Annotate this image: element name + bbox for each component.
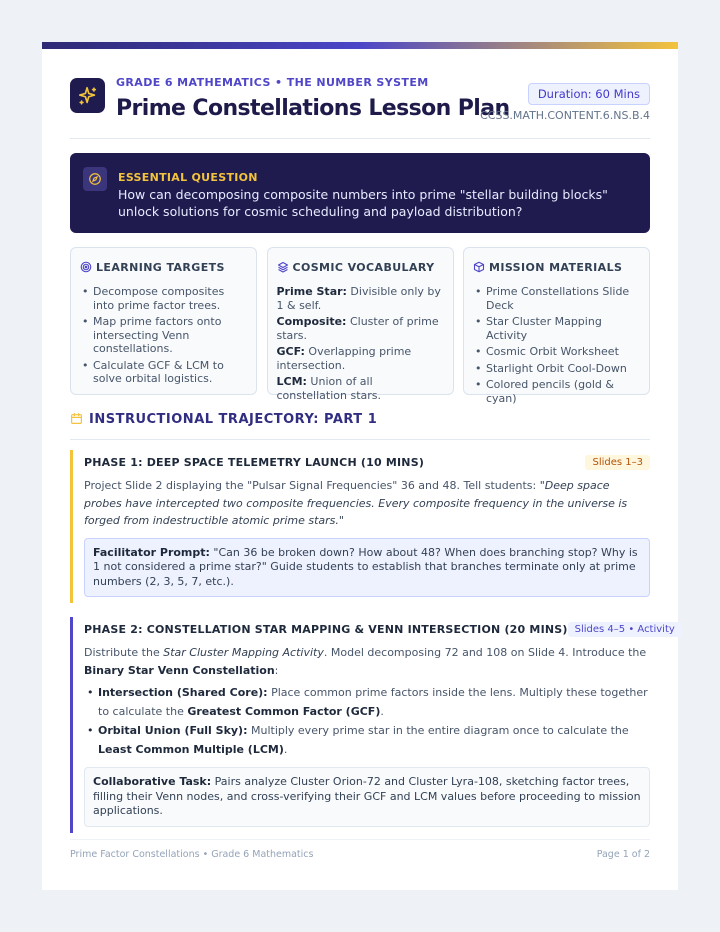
section-heading <box>70 410 650 440</box>
calendar-icon <box>70 410 83 429</box>
phase-description: Project Slide 2 displaying the "Pulsar Signal Frequencies" 36 and 48. Tell students: "Deep space probes have intercepted two composite frequencies. Every composite frequency in the universe is forged from indestructible atomic prime stars." <box>84 479 628 527</box>
phase-bullets <box>84 683 650 759</box>
page-header <box>70 49 650 139</box>
layers-icon <box>277 258 289 277</box>
vocab-entry: LCM: Union of all constellation stars. <box>276 375 382 402</box>
card-title: MISSION MATERIALS <box>489 261 623 274</box>
subject-kicker: GRADE 6 MATHEMATICS • THE NUMBER SYSTEM <box>116 76 429 89</box>
section-title: INSTRUCTIONAL TRAJECTORY: PART 1 <box>89 412 378 427</box>
page-number: Page 1 of 2 <box>596 849 650 860</box>
phase-title: PHASE 1: DEEP SPACE TELEMETRY LAUNCH (10 MINS) <box>84 456 425 469</box>
overview-cards <box>70 247 650 405</box>
card-title: LEARNING TARGETS <box>96 261 225 274</box>
list-item: • Star Cluster Mapping Activity <box>473 315 640 342</box>
list-item: • Colored pencils (gold & cyan) <box>473 378 640 405</box>
collaborative-task-box: Collaborative Task: Pairs analyze Cluster Orion-72 and Cluster Lyra-108, sketching factor trees, filling their Venn nodes, and cross-verifying their GCF and LCM values before proceeding to mission applications. <box>84 767 650 827</box>
list-item: • Intersection (Shared Core): Place common prime factors inside the lens. Multiply these together to calculate the Greatest Common Factor (GCF). <box>84 683 650 721</box>
page-footer <box>70 839 650 860</box>
vocab-entry: Prime Star: Divisible only by 1 & self. <box>276 285 441 312</box>
slides-tag: Slides 1–3 <box>585 455 650 470</box>
target-icon <box>80 258 92 277</box>
essential-question-panel <box>70 153 650 233</box>
box-icon <box>473 258 485 277</box>
sparkles-icon <box>70 78 105 113</box>
top-gradient-bar <box>42 42 678 49</box>
lesson-plan-page <box>42 42 678 890</box>
phase-description: Distribute the Star Cluster Mapping Activity. Model decomposing 72 and 108 on Slide 4. Introduce the Binary Star Venn Constellation: <box>84 646 647 677</box>
learning-targets-card <box>70 247 257 395</box>
list-item: • Calculate GCF & LCM to solve orbital logistics. <box>80 359 247 386</box>
list-item: • Orbital Union (Full Sky): Multiply every prime star in the entire diagram once to calculate the Least Common Multiple (LCM). <box>84 721 650 759</box>
list-item: • Cosmic Orbit Worksheet <box>473 345 640 359</box>
footer-title: Prime Factor Constellations • Grade 6 Mathematics <box>70 849 314 860</box>
phase-2-block <box>70 617 675 833</box>
phase-1-block <box>70 450 650 603</box>
standard-code: CCSS.MATH.CONTENT.6.NS.B.4 <box>480 109 650 122</box>
vocabulary-card <box>267 247 454 402</box>
vocab-entry: GCF: Overlapping prime intersection. <box>276 345 412 372</box>
facilitator-prompt-box: Facilitator Prompt: "Can 36 be broken down? How about 48? When does branching stop? Why is 1 not considered a prime star?" Guide students to establish that branches terminate only at prime numbers (2, 3, 5, 7, etc.). <box>84 538 650 598</box>
learning-targets-list <box>80 285 247 386</box>
mission-materials-card <box>463 247 650 405</box>
card-title: COSMIC VOCABULARY <box>292 261 435 274</box>
duration-badge: Duration: 60 Mins <box>528 83 650 105</box>
compass-icon <box>83 167 107 191</box>
materials-list <box>473 285 640 405</box>
essential-question-text: How can decomposing composite numbers into prime "stellar building blocks" unlock solutions for cosmic scheduling and payload distribution? <box>118 187 608 219</box>
vocab-entry: Composite: Cluster of prime stars. <box>276 315 439 342</box>
essential-question-label: ESSENTIAL QUESTION <box>118 171 258 184</box>
slides-tag: Slides 4–5 • Activity <box>568 622 682 637</box>
list-item: • Map prime factors onto intersecting Venn constellations. <box>80 315 247 356</box>
list-item: • Prime Constellations Slide Deck <box>473 285 640 312</box>
list-item: • Starlight Orbit Cool-Down <box>473 362 640 376</box>
page-title: Prime Constellations Lesson Plan <box>116 96 510 121</box>
phase-title: PHASE 2: CONSTELLATION STAR MAPPING & VENN INTERSECTION (20 MINS) <box>84 623 568 636</box>
list-item: • Decompose composites into prime factor trees. <box>80 285 247 312</box>
